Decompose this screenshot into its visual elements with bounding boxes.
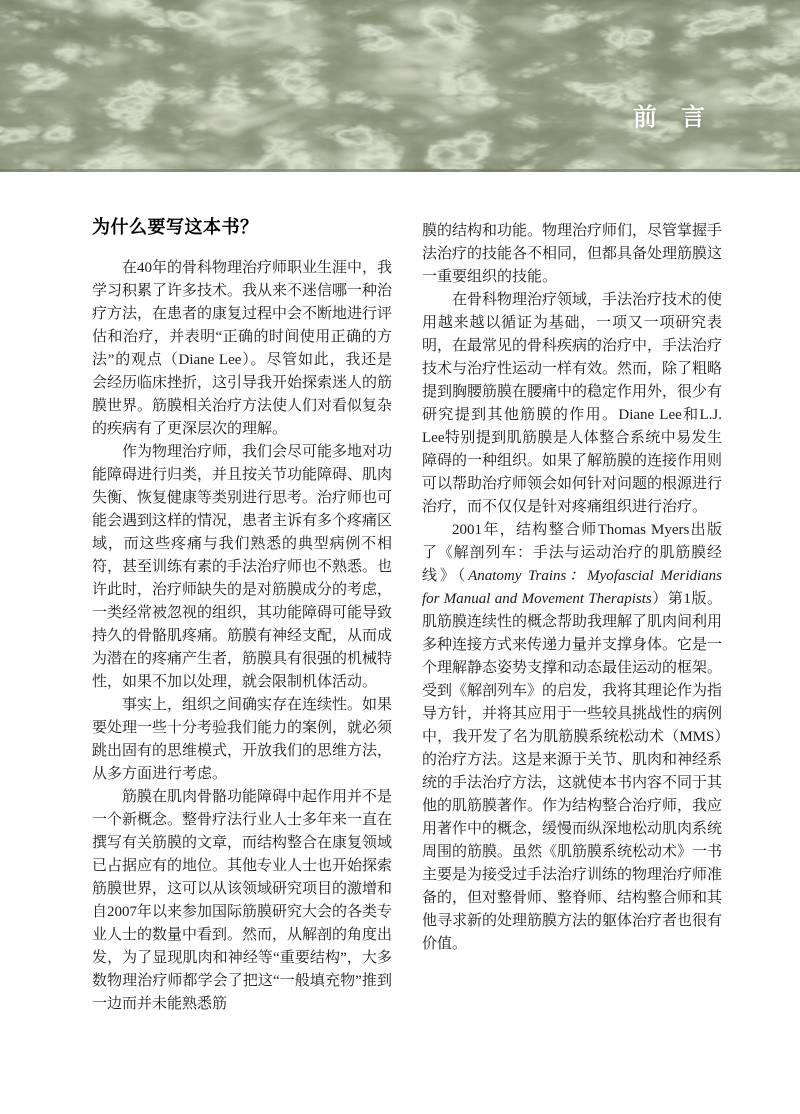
page-title: 前 言 <box>633 104 705 131</box>
column-left <box>92 214 392 1016</box>
column-right <box>422 220 722 956</box>
text-run: 膜的结构和功能。物理治疗师们，尽管掌握手法治疗的技能各不相同，但都具备处理筋膜这一重要组织的技能。 <box>422 223 723 285</box>
section-heading: 为什么要写这本书？ <box>92 217 259 237</box>
text-run: 在骨科物理治疗领域，手法治疗技术的使用越来越以循证为基础，一项又一项研究表明，在最常见的骨科疾病的治疗中，手法治疗技术与治疗性运动一样有效。然而，除了粗略提到胸腰筋膜在腰痛中的稳定作用外，很少有研究提到其他筋膜的作用。Diane Lee和L.J. Lee特别提到肌筋膜是人体整合系统中易发生障碍的一种组织。如果了解筋膜的连接作用则可以帮助治疗师领会如何针对问题的根源进行治疗，而不仅仅是针对疼痛组织进行治疗。 <box>422 292 723 515</box>
paragraph <box>422 289 722 519</box>
fascia-texture-image <box>0 0 800 172</box>
text-run: 在40年的骨科物理治疗师职业生涯中，我学习积累了许多技术。我从来不迷信哪一种治疗方法，在患者的康复过程中会不断地进行评估和治疗，并表明“正确的时间使用正确的方法”的观点（Diane Lee）。尽管如此，我还是会经历临床挫折，这引导我开始探索迷人的筋膜世界。筋膜相关治疗方法使人们对看似复杂的疾病有了更深层次的理解。 <box>92 260 393 437</box>
text-run: 事实上，组织之间确实存在连续性。如果要处理一些十分考验我们能力的案例，就必须跳出固有的思维模式，开放我们的思维方法，从多方面进行考虑。 <box>92 697 393 782</box>
paragraph <box>92 786 392 1016</box>
latin-italic-run: Anatomy Trains：Myofascial Meridians for Manual and Movement Therapists <box>422 568 722 607</box>
paragraph <box>422 519 722 956</box>
text-run: 筋膜在肌肉骨骼功能障碍中起作用并不是一个新概念。整骨疗法行业人士多年来一直在撰写有关筋膜的文章，而结构整合在康复领域已占据应有的地位。其他专业人士也开始探索筋膜世界，这可以从该领域研究项目的激增和自2007年以来参加国际筋膜研究大会的各类专业人士的数量中看到。然而，从解剖的角度出发，为了显现肌肉和神经等“重要结构”，大多数物理治疗师都学会了把这“一般填充物”推到一边而并未能熟悉筋 <box>92 789 393 1012</box>
paragraph <box>92 694 392 786</box>
text-run: 2001年，结构整合师Thomas Myers出版了《解剖列车：手法与运动治疗的肌筋膜经线》（ <box>422 522 722 584</box>
paragraph <box>92 257 392 441</box>
paragraph <box>92 441 392 694</box>
text-run: ）第1版。肌筋膜连续性的概念帮助我理解了肌肉间利用多种连接方式来传递力量并支撑身体。它是一个理解静态姿势支撑和动态最佳运动的框架。受到《解剖列车》的启发，我将其理论作为指导方针，并将其应用于一些较具挑战性的病例中，我开发了名为肌筋膜系统松动术（MMS）的治疗方法。这是来源于关节、肌肉和神经系统的手法治疗方法，这就使本书内容不同于其他的肌筋膜著作。作为结构整合治疗师，我应用著作中的概念，缓慢而纵深地松动肌肉系统周围的筋膜。虽然《肌筋膜系统松动术》一书主要是为接受过手法治疗训练的物理治疗师准备的，但对整骨师、整脊师、结构整合师和其他寻求新的处理筋膜方法的躯体治疗者也很有价值。 <box>422 591 723 952</box>
paragraph <box>422 220 722 289</box>
text-run: 作为物理治疗师，我们会尽可能多地对功能障碍进行归类，并且按关节功能障碍、肌肉失衡、恢复健康等类别进行思考。治疗师也可能会遇到这样的情况，患者主诉有多个疼痛区域，而这些疼痛与我们熟悉的典型病例不相符，甚至训练有素的手法治疗师也不熟悉。也许此时，治疗师缺失的是对筋膜成分的考虑，一类经常被忽视的组织，其功能障碍可能导致持久的骨骼肌疼痛。筋膜有神经支配，从而成为潜在的疼痛产生者，筋膜具有很强的机械特性，如果不加以处理，就会限制机体活动。 <box>92 444 393 690</box>
header-banner <box>0 0 800 172</box>
column-left-body <box>92 257 392 1016</box>
column-right-body <box>422 220 722 956</box>
